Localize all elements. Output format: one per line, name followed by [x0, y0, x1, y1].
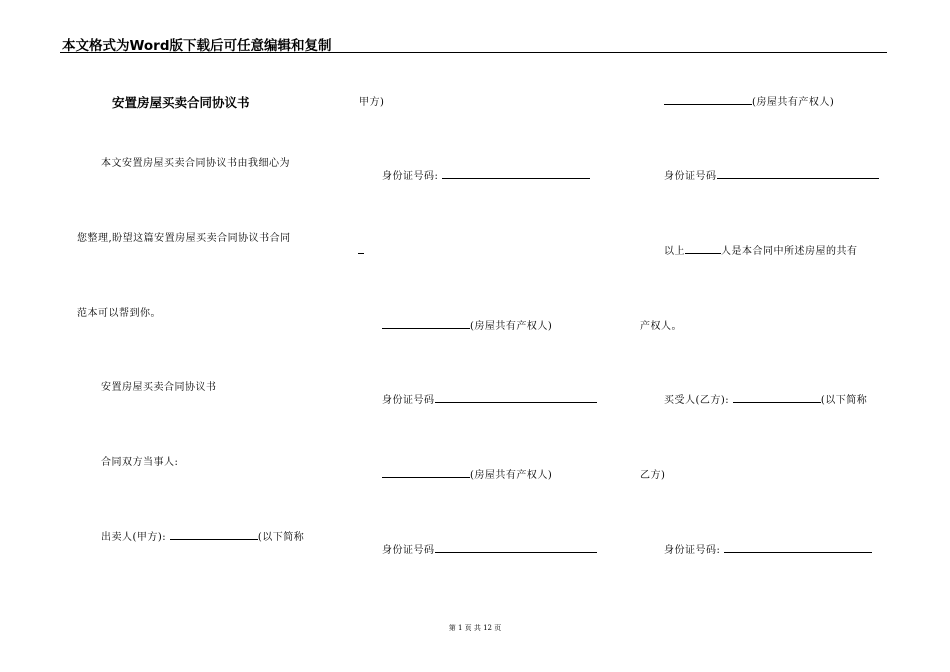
id-number-label-1: 身份证号码: [382, 395, 435, 406]
above-prefix: 以上: [664, 246, 685, 257]
co-owner-label-3: (房屋共有产权人): [752, 97, 835, 108]
seller-line: [101, 528, 304, 543]
seller-id-line: [382, 167, 590, 182]
buyer-abbrev-label: (以下简称: [820, 395, 868, 406]
id-number-label-2: 身份证号码: [382, 545, 435, 556]
party-a-continuation: 甲方): [359, 97, 385, 108]
intro-line-2: 您整理,盼望这篇安置房屋买卖合同协议书合同: [77, 233, 291, 244]
co-owner-count-blank[interactable]: [685, 243, 721, 254]
page-number-footer: 第 1 页 共 12 页: [448, 624, 502, 632]
buyer-line: [664, 391, 867, 406]
co-owner-name-blank-1[interactable]: [382, 318, 470, 329]
co-owner-statement-continuation: 产权人。: [640, 321, 682, 332]
co-owner-line-1: [382, 317, 552, 332]
co-owner-label-1: (房屋共有产权人): [470, 321, 553, 332]
intro-line-1: 本文安置房屋买卖合同协议书由我细心为: [101, 158, 290, 169]
above-suffix: 人是本合同中所述房屋的共有: [721, 246, 858, 257]
buyer-name-blank[interactable]: [733, 392, 821, 403]
buyer-id-label: 身份证号码:: [664, 545, 721, 556]
buyer-label: 买受人(乙方):: [664, 395, 730, 406]
id-number-label: 身份证号码:: [382, 171, 439, 182]
co-owner-statement-line: [664, 242, 858, 257]
document-heading: 安置房屋买卖合同协议书: [101, 382, 217, 393]
co-owner-name-blank-2[interactable]: [382, 467, 470, 478]
co-owner-name-blank-3[interactable]: [664, 94, 752, 105]
stray-dash: [358, 253, 364, 254]
page-title: 安置房屋买卖合同协议书: [112, 95, 250, 110]
id-number-label-3: 身份证号码: [664, 171, 717, 182]
seller-abbrev-label: (以下简称: [257, 532, 305, 543]
party-b-continuation: 乙方): [640, 470, 666, 481]
co-owner-id-line-2: [382, 541, 597, 556]
seller-name-blank[interactable]: [170, 529, 258, 540]
intro-line-3: 范本可以帮到你。: [77, 308, 161, 319]
header-divider: [60, 52, 887, 53]
document-header-title: 本文格式为Word版下载后可任意编辑和复制: [62, 38, 332, 54]
co-owner-id-line-1: [382, 391, 597, 406]
co-owner-id-blank-1[interactable]: [435, 392, 597, 403]
co-owner-line-2: [382, 466, 552, 481]
co-owner-id-blank-3[interactable]: [717, 168, 879, 179]
buyer-id-line: [664, 541, 872, 556]
co-owner-id-blank-2[interactable]: [435, 542, 597, 553]
buyer-id-blank[interactable]: [724, 542, 872, 553]
co-owner-id-line-3: [664, 167, 879, 182]
seller-id-blank[interactable]: [442, 168, 590, 179]
co-owner-line-3: [664, 93, 834, 108]
seller-label: 出卖人(甲方):: [101, 532, 167, 543]
parties-label: 合同双方当事人:: [101, 457, 179, 468]
co-owner-label-2: (房屋共有产权人): [470, 470, 553, 481]
